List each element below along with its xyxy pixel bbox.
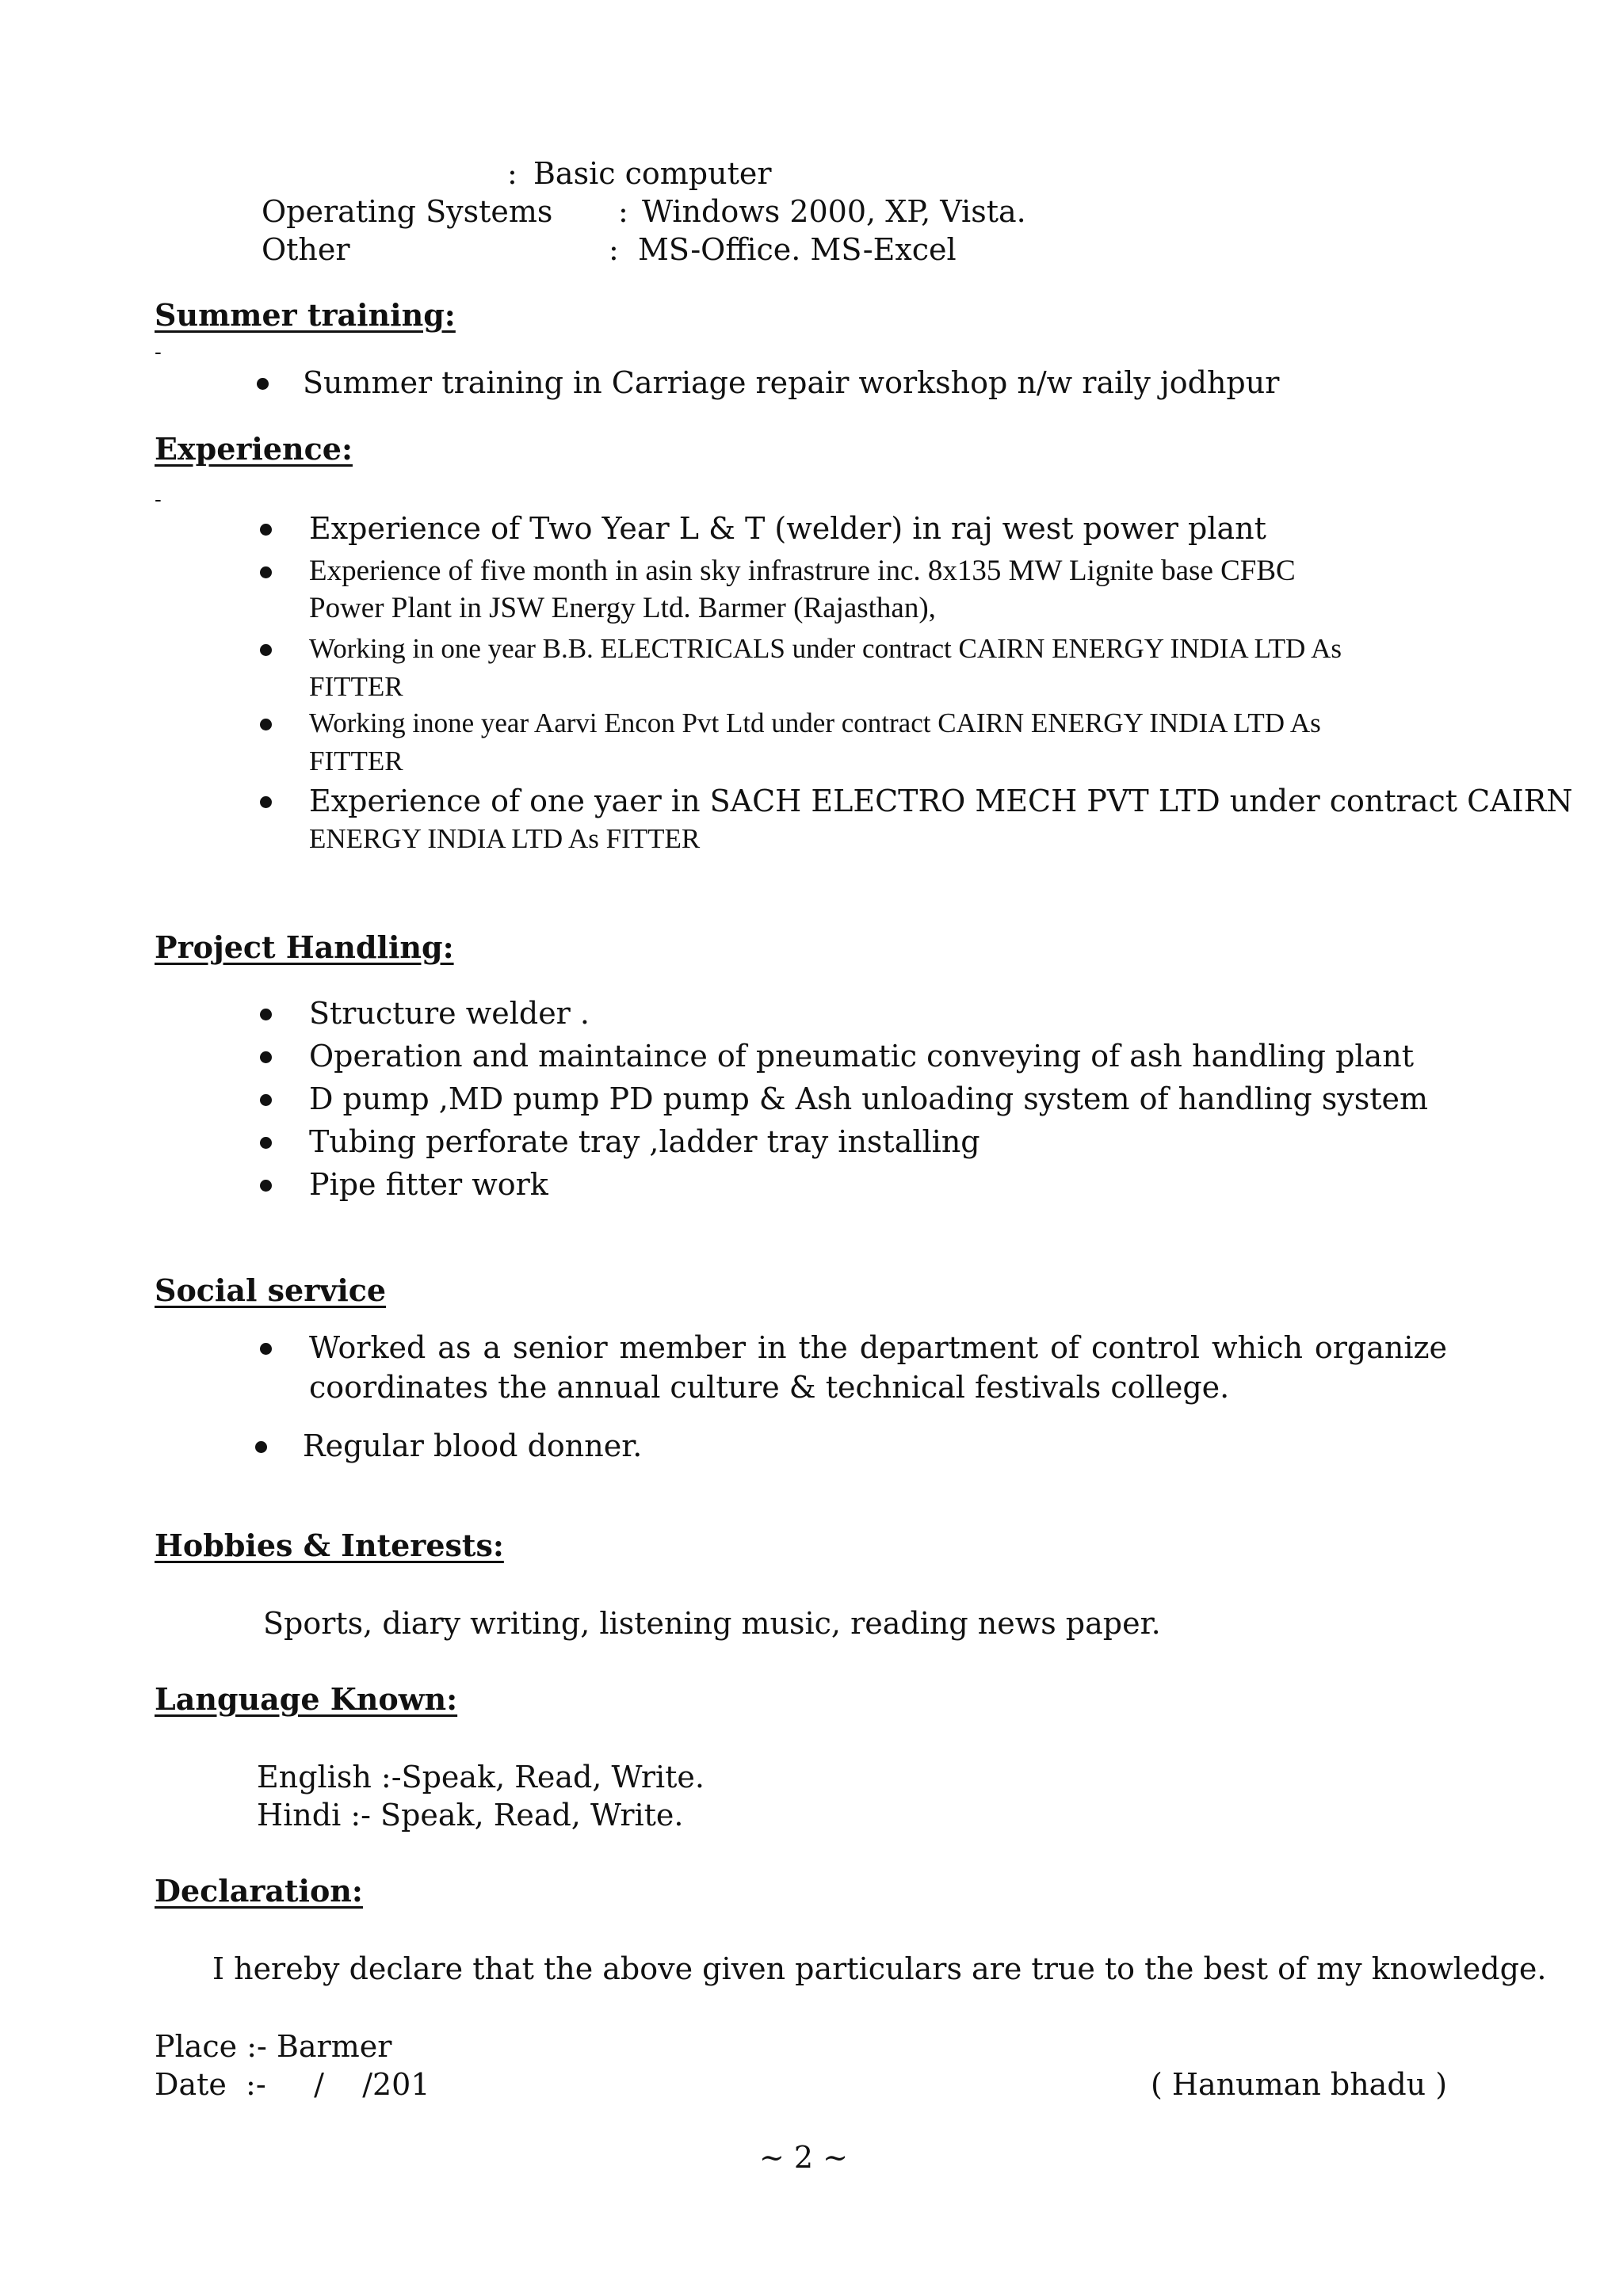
other-value: MS-Office. MS-Excel <box>638 232 957 267</box>
page-number: ~ 2 ~ <box>759 2140 849 2175</box>
bullet-icon <box>260 524 272 536</box>
language-heading: Language Known: <box>155 1681 458 1717</box>
hobbies-heading: Hobbies & Interests: <box>155 1527 504 1563</box>
bullet-icon <box>255 1441 267 1453</box>
social-item: Regular blood donner. <box>303 1428 643 1463</box>
os-label: Operating Systems <box>262 194 553 229</box>
list-item <box>0 631 1623 670</box>
declaration-heading: Declaration: <box>155 1873 363 1909</box>
social-service-heading: Social service <box>155 1272 387 1308</box>
list-item <box>0 1329 1623 1369</box>
language-hindi: Hindi :- Speak, Read, Write. <box>257 1798 684 1833</box>
bullet-icon <box>260 1343 272 1355</box>
experience-item: Working inone year Aarvi Encon Pvt Ltd under contract CAIRN ENERGY INDIA LTD As <box>309 707 1321 738</box>
list-item <box>0 995 1623 1035</box>
list-item <box>0 1081 1623 1120</box>
os-value: Windows 2000, XP, Vista. <box>642 194 1026 229</box>
list-item <box>0 1428 1623 1467</box>
project-handling-heading: Project Handling: <box>155 929 454 965</box>
project-item: D pump ,MD pump PD pump & Ash unloading system of handling system <box>309 1081 1429 1116</box>
declaration-text: I hereby declare that the above given particulars are true to the best of my knowledge. <box>212 1951 1547 1986</box>
experience-item: Experience of one yaer in SACH ELECTRO MECH PVT LTD under contract CAIRN <box>309 784 1573 818</box>
language-english: English :-Speak, Read, Write. <box>257 1760 705 1794</box>
os-sep: : <box>618 194 628 229</box>
summer-item: Summer training in Carriage repair workshop n/w raily jodhpur <box>303 365 1280 400</box>
place-line: Place :- Barmer <box>155 2029 392 2064</box>
bullet-icon <box>260 1180 272 1192</box>
signature-name: ( Hanuman bhadu ) <box>1151 2067 1448 2102</box>
bullet-icon <box>260 566 272 578</box>
list-item <box>0 1123 1623 1163</box>
experience-item-continued: FITTER <box>309 746 403 776</box>
experience-item-continued: FITTER <box>309 671 403 702</box>
summer-training-heading: Summer training: <box>155 297 456 333</box>
bullet-icon <box>260 1009 272 1020</box>
bullet-icon <box>260 1051 272 1063</box>
bullet-icon <box>257 378 269 390</box>
social-item-continued: coordinates the annual culture & technical festivals college. <box>309 1370 1230 1405</box>
project-item: Structure welder . <box>309 996 590 1031</box>
project-item: Tubing perforate tray ,ladder tray installing <box>309 1124 980 1159</box>
list-item <box>0 705 1623 745</box>
bullet-icon <box>260 644 272 656</box>
other-sep: : <box>609 232 619 267</box>
experience-item-continued: ENERGY INDIA LTD As FITTER <box>309 823 701 854</box>
hobbies-text: Sports, diary writing, listening music, reading news paper. <box>263 1606 1161 1641</box>
experience-item: Experience of five month in asin sky infrastrure inc. 8x135 MW Lignite base CFBC <box>309 555 1296 587</box>
list-item <box>0 553 1623 593</box>
basic-value: Basic computer <box>533 156 772 191</box>
project-item: Operation and maintaince of pneumatic conveying of ash handling plant <box>309 1039 1414 1074</box>
summer-dash: - <box>155 341 162 364</box>
list-item <box>0 1038 1623 1077</box>
bullet-icon <box>260 796 272 808</box>
other-label: Other <box>262 232 350 267</box>
bullet-icon <box>260 1137 272 1149</box>
list-item <box>0 783 1623 822</box>
list-item <box>0 364 1623 404</box>
experience-item: Working in one year B.B. ELECTRICALS under contract CAIRN ENERGY INDIA LTD As <box>309 633 1342 664</box>
list-item <box>0 1166 1623 1206</box>
bullet-icon <box>260 719 272 730</box>
experience-item-continued: Power Plant in JSW Energy Ltd. Barmer (Rajasthan), <box>309 592 936 624</box>
list-item <box>0 510 1623 550</box>
experience-item: Experience of Two Year L & T (welder) in raj west power plant <box>309 511 1266 546</box>
basic-sep: : <box>507 156 517 191</box>
project-item: Pipe fitter work <box>309 1167 548 1202</box>
experience-heading: Experience: <box>155 431 353 467</box>
experience-dash: - <box>155 488 162 512</box>
bullet-icon <box>260 1094 272 1106</box>
date-line: Date :- / /201 <box>155 2067 430 2102</box>
social-item: Worked as a senior member in the department of control which organize <box>309 1330 1447 1365</box>
